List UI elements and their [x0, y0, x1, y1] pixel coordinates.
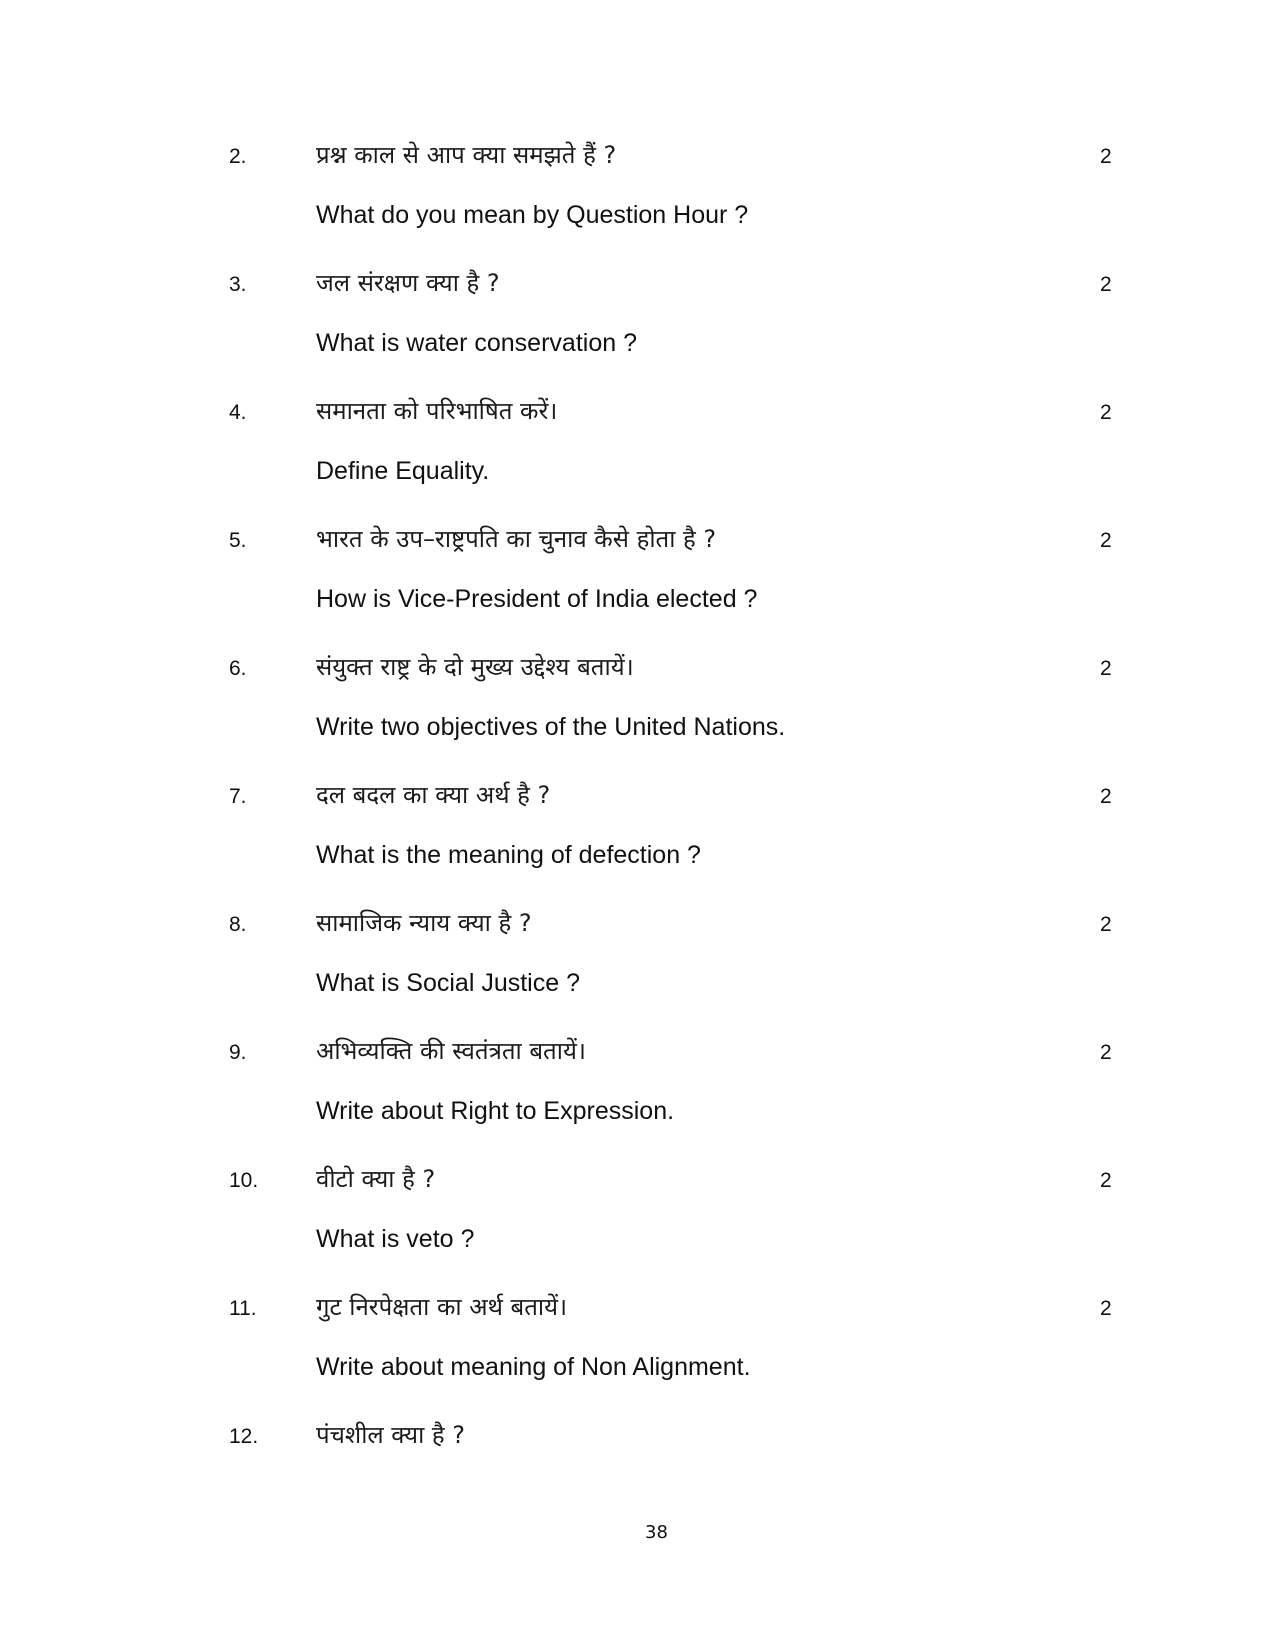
question-number: 2.	[229, 145, 247, 168]
question-2	[0, 140, 1275, 270]
question-marks: 2	[1100, 529, 1112, 552]
question-5	[0, 524, 1275, 654]
question-10	[0, 1164, 1275, 1294]
question-text-hindi: संयुक्त राष्ट्र के दो मुख्य उद्देश्य बतायें।	[316, 653, 634, 681]
question-text-hindi: पंचशील क्या है ?	[316, 1421, 466, 1449]
question-text-english: What is the meaning of defection ?	[316, 841, 701, 869]
question-marks: 2	[1100, 913, 1112, 936]
question-11	[0, 1292, 1275, 1422]
question-number: 7.	[229, 785, 247, 808]
question-text-english: What is Social Justice ?	[316, 969, 580, 997]
question-3	[0, 268, 1275, 398]
question-number: 8.	[229, 913, 247, 936]
question-number: 11.	[229, 1297, 257, 1320]
question-6	[0, 652, 1275, 782]
question-text-english: Write about meaning of Non Alignment.	[316, 1353, 751, 1381]
question-text-hindi: वीटो क्या है ?	[316, 1165, 436, 1193]
question-text-english: Write two objectives of the United Nations.	[316, 713, 786, 741]
question-12	[0, 1420, 1275, 1480]
question-text-hindi: प्रश्न काल से आप क्या समझते हैं ?	[316, 141, 617, 169]
question-marks: 2	[1100, 273, 1112, 296]
question-text-english: What is water conservation ?	[316, 329, 637, 357]
page-number: 38	[645, 1522, 668, 1543]
question-marks: 2	[1100, 1169, 1112, 1192]
question-text-english: How is Vice-President of India elected ?	[316, 585, 758, 613]
question-number: 9.	[229, 1041, 247, 1064]
question-4	[0, 396, 1275, 526]
question-text-hindi: दल बदल का क्या अर्थ है ?	[316, 781, 551, 809]
question-marks: 2	[1100, 657, 1112, 680]
question-marks: 2	[1100, 785, 1112, 808]
question-number: 10.	[229, 1169, 259, 1192]
question-number: 4.	[229, 401, 247, 424]
question-text-hindi: अभिव्यक्ति की स्वतंत्रता बतायें।	[316, 1037, 586, 1065]
question-text-hindi: सामाजिक न्याय क्या है ?	[316, 909, 532, 937]
question-text-english: Write about Right to Expression.	[316, 1097, 675, 1125]
question-text-hindi: जल संरक्षण क्या है ?	[316, 269, 500, 297]
question-number: 6.	[229, 657, 247, 680]
question-marks: 2	[1100, 1041, 1112, 1064]
question-7	[0, 780, 1275, 910]
question-text-hindi: समानता को परिभाषित करें।	[316, 397, 558, 425]
question-number: 12.	[229, 1425, 259, 1448]
question-text-hindi: भारत के उप–राष्ट्रपति का चुनाव कैसे होता है ?	[316, 525, 717, 553]
question-text-english: What do you mean by Question Hour ?	[316, 201, 749, 229]
question-text-english: What is veto ?	[316, 1225, 475, 1253]
question-marks: 2	[1100, 145, 1112, 168]
question-marks: 2	[1100, 401, 1112, 424]
question-8	[0, 908, 1275, 1038]
question-number: 5.	[229, 529, 247, 552]
question-number: 3.	[229, 273, 247, 296]
question-9	[0, 1036, 1275, 1166]
question-marks: 2	[1100, 1297, 1112, 1320]
question-text-english: Define Equality.	[316, 457, 490, 485]
question-text-hindi: गुट निरपेक्षता का अर्थ बतायें।	[316, 1293, 568, 1321]
